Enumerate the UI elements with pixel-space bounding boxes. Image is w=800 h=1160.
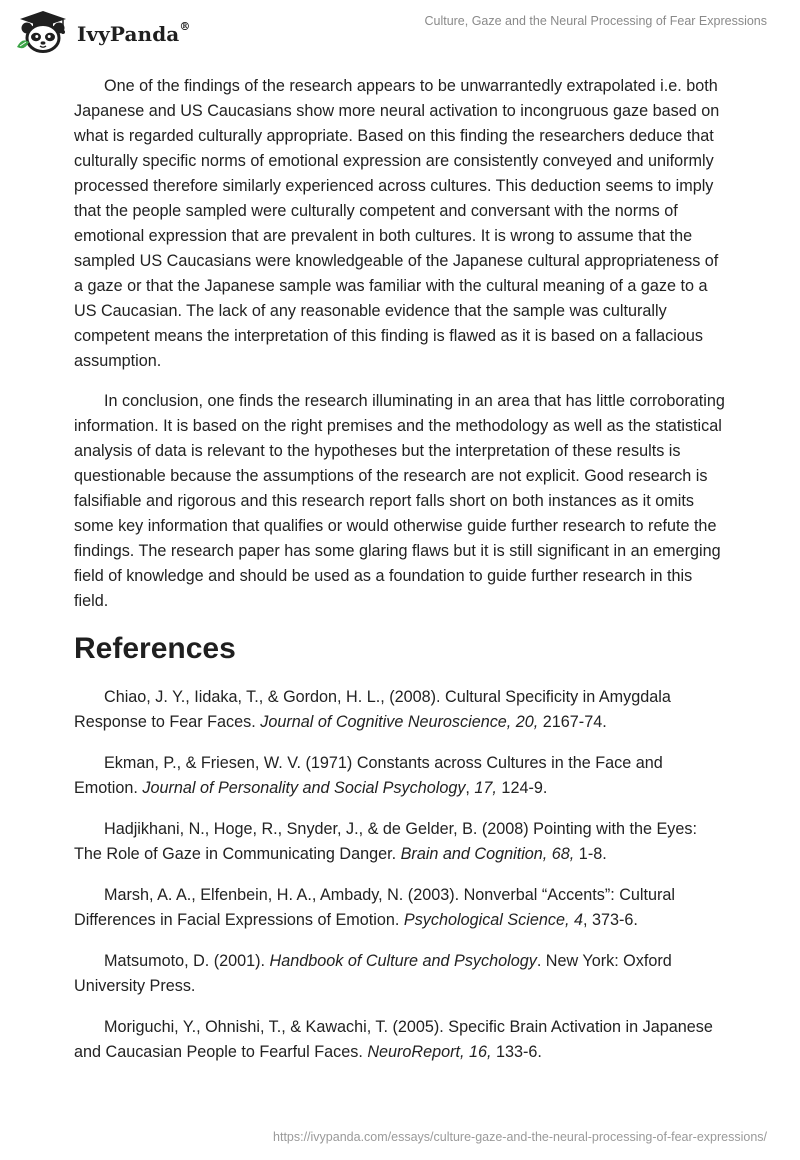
reference-item-moriguchi	[74, 1015, 726, 1065]
reference-pages: 133-6.	[491, 1043, 542, 1061]
reference-pages: , 373-6.	[582, 911, 638, 929]
reference-source: Journal of Cognitive Neuroscience, 20,	[260, 713, 539, 731]
reference-source: Brain and Cognition, 68,	[400, 845, 575, 863]
references-heading: References	[74, 632, 236, 665]
reference-item-ekman	[74, 751, 726, 801]
panda-graduate-icon	[14, 9, 72, 55]
reference-pages: 124-9.	[496, 779, 548, 797]
body-paragraph-2: In conclusion, one finds the research illuminating in an area that has little corroborating information. It is based on the right premises and the methodology as well as the statistical analysis of data is relevant to the hypotheses but the interpretation of these results is questionable because the assumptions of the research are not explicit. Good research is falsifiable and rigorous and this research report falls short on both instances as it omits some key information that qualifies or would otherwise guide further research to refute the findings. The research paper has some glaring flaws but it is still significant in an emerging field of knowledge and should be used as a foundation to guide further research in this field.	[74, 392, 725, 610]
reference-item-marsh	[74, 883, 726, 933]
reference-text: Marsh, A. A., Elfenbein, H. A., Ambady, N. (2003). Nonverbal “Accents”: Cultural Differences in Facial Expressions of Emotion.	[74, 886, 676, 929]
page-header	[0, 0, 800, 64]
reference-separator: ,	[465, 779, 475, 797]
essay-content	[74, 74, 726, 1081]
reference-publisher: . New York: Oxford University Press.	[74, 952, 672, 995]
logo-text	[77, 22, 190, 46]
body-paragraph-1: One of the findings of the research appears to be unwarrantedly extrapolated i.e. both Japanese and US Caucasians show more neural activation to incongruous gaze based on what is regarded culturally appropriate. Based on this finding the researchers deduce that culturally specific norms of emotional expression are consistently conveyed and uniformly processed therefore similarly experienced across cultures. This deduction seems to imply that the people sampled were culturally competent and conversant with the norms of emotional expression that are prevalent in both cultures. It is wrong to assume that the sampled US Caucasians were knowledgeable of the Japanese cultural appropriateness of a gaze or that the Japanese sample was familiar with the cultural meaning of a gaze to a US Caucasian. The lack of any reasonable evidence that the sample was culturally competent means the interpretation of this finding is flawed as it is based on a fallacious assumption.	[74, 77, 720, 370]
reference-text: Chiao, J. Y., Iidaka, T., & Gordon, H. L., (2008). Cultural Specificity in Amygdala Response to Fear Faces.	[74, 688, 671, 731]
reference-item-chiao	[74, 685, 726, 735]
reference-source: Psychological Science, 4	[403, 911, 583, 929]
reference-item-matsumoto	[74, 949, 726, 999]
reference-text: Matsumoto, D. (2001).	[104, 952, 270, 970]
reference-source: Journal of Personality and Social Psychology	[142, 779, 466, 797]
reference-volume: 17,	[474, 779, 497, 797]
reference-item-hadjikhani	[74, 817, 726, 867]
reference-text: Moriguchi, Y., Ohnishi, T., & Kawachi, T. (2005). Specific Brain Activation in Japanese and Caucasian People to Fearful Faces.	[74, 1018, 713, 1061]
footer-url-link[interactable]: https://ivypanda.com/essays/culture-gaze-and-the-neural-processing-of-fear-expressions/	[273, 1130, 767, 1144]
logo-name: IvyPanda	[77, 22, 180, 46]
reference-source: Handbook of Culture and Psychology	[269, 952, 537, 970]
registered-mark: ®	[179, 20, 191, 34]
reference-text: Ekman, P., & Friesen, W. V. (1971) Constants across Cultures in the Face and Emotion.	[74, 754, 663, 797]
reference-text: Hadjikhani, N., Hoge, R., Snyder, J., & de Gelder, B. (2008) Pointing with the Eyes: The Role of Gaze in Communicating Danger.	[74, 820, 697, 863]
reference-source: NeuroReport, 16,	[367, 1043, 492, 1061]
reference-pages: 2167-74.	[538, 713, 607, 731]
reference-pages: 1-8.	[574, 845, 607, 863]
document-title: Culture, Gaze and the Neural Processing of Fear Expressions	[424, 14, 767, 28]
ivypanda-logo[interactable]	[14, 9, 190, 55]
